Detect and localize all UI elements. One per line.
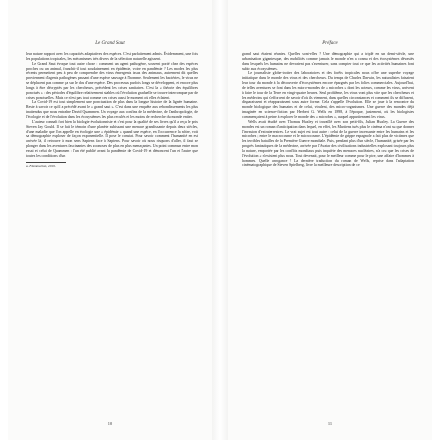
body-text (26, 52, 198, 168)
paragraph: L'auteur connaît fort bien la biologie évolutionniste et c'est pour la qualité de ses livres qu'il a reçu le prix Steven Jay Gould. Il se fait le témoin d'une planète subissant une menace grandissante depuis deux siècles, d'une maladie que l'on appelle en écologie une « épidémie » quand une espèce, en l'occurrence la nôtre, voit sa démographie exploser de façon exponentielle. Il pose le constat. Pour savoir comment l'humanité en est arrivée là, il retrouve à mon sens Sapiens face à Sapiens. Pour savoir où nous risquons d'aller, il faut se plonger dans les aventures fascinantes des zoonoses de plus en plus menaçantes. Un point commun entre mon essai et celui de Quammen : l'un été publié avant la pandémie de Covid-19 et dénoncent l'un et l'autre que toutes les conditions d'un (26, 119, 198, 158)
book-gutter (212, 0, 228, 440)
running-head: Le Grand Saut (95, 41, 125, 46)
page-number: 11 (327, 421, 333, 426)
paragraph: Wells avait étudié avec Thomas Huxley et travaillé avec son petit-fils, Julian Huxley. La Guerre des mondes est un roman d'anticipation dans lequel, en effet, les Martiens tués plus le cinéma n'ont su que donner l'invasion d'extraterrestres. Le vrai sujet est tout autre : celui de la guerre incessante entre les humains et les microbes ; entre le macrocosme et le microcosme. L'épidémie de grippe espagnole a fait plus de victimes que les terribles batailles de la Première Guerre mondiale. Puis, pendant plus d'un siècle, l'humanité, grisée par les progrès fantastiques de la médecine, arrivée par l'Avatar des civilisations industrielles explosant toujours plus la nature, emportée par les conflits mondiaux puis inquiète des menaces nucléaires, n'a cru que les crises de l'évolution « n'existent plus nous. Tout devenait, pour le meilleur comme pour le pire, une affaire d'hommes à hommes. Quelle arrogance ! La dernière traduction du roman de Wells, reprise dans l'adaptation cinématographique de Steven Spielberg, livre la meilleure description de ce (242, 119, 414, 168)
paragraph: Le Grand Saut évoque tout autre chose : comment un agent pathogène, souvent porté chez des espèces proches ou un animal, franchit-il tout soudainement en épidémie, voire en pandémie ? Les modes les plus récents permettent peu à peu de comprendre des virus émergents issus des animaux, autrement dit quelles proviennent d'agents pathogènes passant d'une espèce sauvage à l'homme. Seulement les bactéries, le virus ne se déplacent pas comme ça sur le dos d'une espèce. Des processus parfois longs se développent, et encore plus longs à être décryptés par les chercheurs, précédent les crises sanitaires. C'est la « théorie des équilibres ponctués » : des périodes d'équilibre relativement stables où l'évolution graduelle se trouve interrompue par de crises ponctuelles. Mais ce n'est pas tout comme ces crises aussi le moment où elles éclatent. (26, 61, 198, 100)
paragraph: grand saut étaient réunies. Quelles sont-elles ? Une démographie qui a triplé en un demi-siècle, une urbanisation gigantesque, des mobilités comme jamais le monde n'en a connu et des écosystèmes dévastés dans lesquels les humains ne devraient pas s'aventurer, sans compter tout ce que les activités humaines font subir aux écosystèmes. (242, 52, 414, 71)
body-text (242, 52, 414, 168)
running-head: Préface (322, 41, 338, 46)
paragraph: Le journaliste globe-trotter des laboratoires et des forêts tropicales nous offre une superbe voyage initiatique dans le monde des virus et des chercheurs. Du temps de Charles Darwin, les naturalistes faisaient leur tour du monde à la découverte d'écosystèmes encore épargnés par les folies commerciales. Aujourd'hui, de telles aventures se font dans les micro-mondes de « microbes » dont les acteurs, comme les virus, arrivent à faire le tour de la Terre en vingt-quatre heures. Seul problème, les virus vont plus vite que les chercheurs et les médecins qui s'efforcent de savoir d'où ils viennent, dans quelles circonstances et comment ils se diffusent, disparaissent et réapparaissent sous autre forme. Cela s'appelle l'évolution. Elle se joue à la rencontre du monde biologique des humains et de celui, virulent, des micro-organismes. Une guerre des mondes déjà imaginée en science-fiction par Herbert G. Wells en 1898, à l'époque, justement, où les biologistes commençaient à peine à explorer le monde des « microbes », auquel appartiennent les virus. (242, 71, 414, 119)
paragraph: La Covid-19 est tout simplement une ponctuation de plus dans la longue histoire de la lignée humaine. Reste à savoir ce qu'il a précédé avant le « grand saut ». C'est dans une enquête aux rebondissements les plus inattendus que nous entraîne David Quammen. Un voyage aux confins de la médecine, de l'anthropologie, de l'écologie et de l'évolution dans les écosystèmes les plus reculés et les moins de recherche du monde entier. (26, 100, 198, 119)
paragraph: leur nature rapport avec les capacités adaptatives des espèces. C'est parfaitement admis. Évidemment, une fois les populations tropicales, les mécanismes très divers de la sélection naturelle agissent. (26, 52, 198, 61)
right-page (228, 0, 432, 440)
footnote: a. Flammarion, 2019. (26, 163, 56, 168)
page-number: 10 (107, 421, 113, 426)
left-page (8, 0, 212, 440)
footnote-rule (26, 162, 66, 163)
